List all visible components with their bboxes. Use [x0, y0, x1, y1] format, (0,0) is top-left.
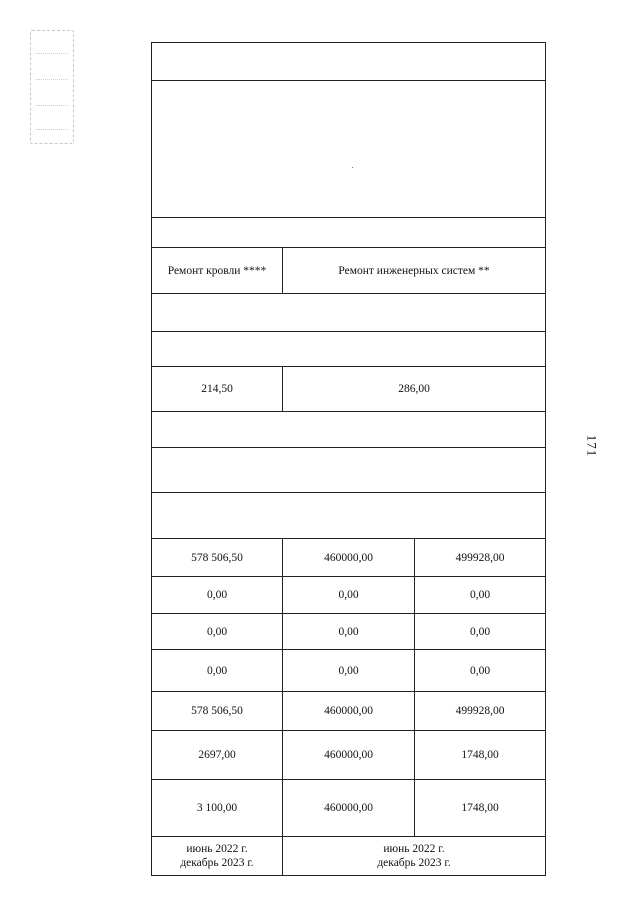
- cell: 3 100,00: [152, 780, 283, 837]
- cell: 578 506,50: [152, 539, 283, 577]
- cell: 0,00: [415, 577, 546, 614]
- cell: 0,00: [152, 650, 283, 692]
- empty-row: [152, 332, 546, 367]
- price-engineering: 286,00: [283, 367, 546, 412]
- cell: 499928,00: [415, 539, 546, 577]
- empty-cell: [152, 81, 546, 218]
- empty-cell: [152, 43, 546, 81]
- table-row: [152, 731, 546, 780]
- cell: 0,00: [283, 614, 415, 650]
- terms-row: [152, 837, 546, 876]
- empty-row: [152, 218, 546, 248]
- cell: 0,00: [283, 577, 415, 614]
- cell: 1748,00: [415, 731, 546, 780]
- cell: 460000,00: [283, 692, 415, 731]
- empty-cell: [152, 493, 546, 539]
- empty-cell: [152, 332, 546, 367]
- cell: 1748,00: [415, 780, 546, 837]
- empty-row: [152, 43, 546, 81]
- cell: 460000,00: [283, 539, 415, 577]
- empty-cell: [152, 294, 546, 332]
- cell: 0,00: [415, 650, 546, 692]
- document-table: [151, 42, 546, 876]
- table-row: [152, 650, 546, 692]
- header-roof: Ремонт кровли ****: [152, 248, 283, 294]
- cell: 0,00: [415, 614, 546, 650]
- cell: 0,00: [152, 614, 283, 650]
- cell: 499928,00: [415, 692, 546, 731]
- empty-row: [152, 493, 546, 539]
- empty-row: [152, 81, 546, 218]
- terms-roof-end: декабрь 2023 г.: [180, 857, 254, 869]
- cell: 0,00: [152, 577, 283, 614]
- empty-cell: [152, 412, 546, 448]
- empty-cell: [152, 218, 546, 248]
- table-row: [152, 577, 546, 614]
- stamp-outline: [30, 30, 74, 144]
- cell: 460000,00: [283, 731, 415, 780]
- empty-row: [152, 294, 546, 332]
- terms-eng-start: июнь 2022 г.: [383, 843, 445, 855]
- terms-roof-start: июнь 2022 г.: [186, 843, 248, 855]
- unit-price-row: [152, 367, 546, 412]
- table-row: [152, 539, 546, 577]
- terms-engineering: [283, 837, 546, 876]
- empty-row: [152, 448, 546, 493]
- cell: 0,00: [283, 650, 415, 692]
- table-row: [152, 780, 546, 837]
- cell: 2697,00: [152, 731, 283, 780]
- header-row: [152, 248, 546, 294]
- page-number: 171: [584, 434, 600, 458]
- price-roof: 214,50: [152, 367, 283, 412]
- cell: 578 506,50: [152, 692, 283, 731]
- cell: 460000,00: [283, 780, 415, 837]
- table-row: [152, 614, 546, 650]
- scan-speck: [352, 167, 353, 168]
- terms-roof: [152, 837, 283, 876]
- header-engineering: Ремонт инженерных систем **: [283, 248, 546, 294]
- terms-eng-end: декабрь 2023 г.: [377, 857, 451, 869]
- empty-row: [152, 412, 546, 448]
- empty-cell: [152, 448, 546, 493]
- table-row: [152, 692, 546, 731]
